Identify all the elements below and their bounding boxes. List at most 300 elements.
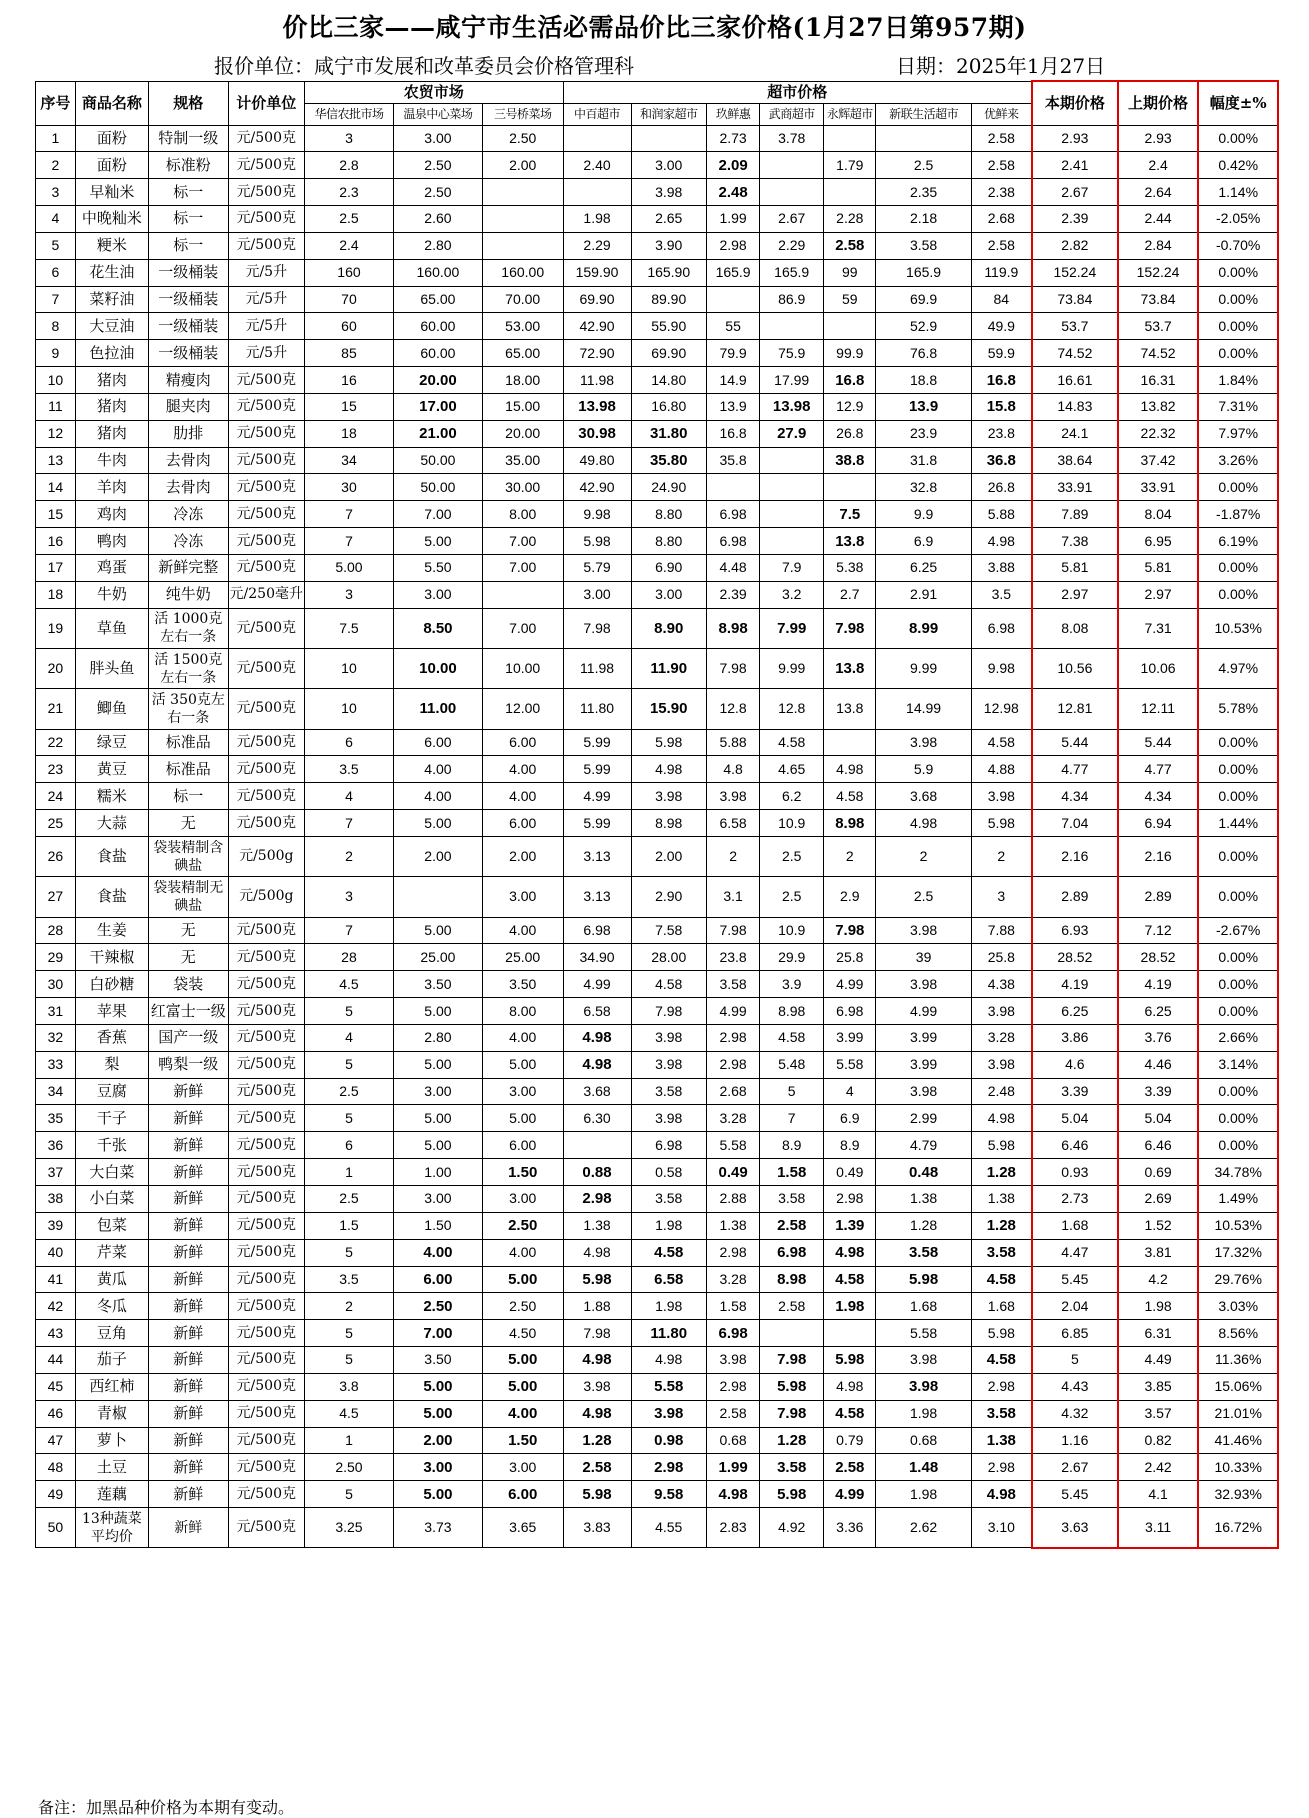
current-price: 2.97 [1032, 581, 1118, 608]
supermarket-price: 2.09 [706, 152, 759, 179]
supermarket-price [876, 125, 971, 152]
supermarket-price: 2.5 [876, 152, 971, 179]
item-spec: 新鲜 [149, 1078, 229, 1105]
market-price: 3.00 [482, 1454, 563, 1481]
market-price: 5.00 [393, 1400, 482, 1427]
table-row [36, 1078, 1279, 1105]
item-name: 羊肉 [75, 474, 148, 501]
current-price: 2.39 [1032, 206, 1118, 233]
supermarket-price [824, 1320, 876, 1347]
supermarket-price: 99 [824, 259, 876, 286]
supermarket-price: 3.00 [631, 581, 706, 608]
supermarket-price: 1.99 [706, 1454, 759, 1481]
row-seq: 40 [36, 1239, 76, 1266]
row-seq: 31 [36, 998, 76, 1025]
table-row [36, 501, 1279, 528]
supermarket-price: 3.98 [631, 1105, 706, 1132]
market-price: 2.50 [482, 1293, 563, 1320]
market-price: 6.00 [482, 1481, 563, 1508]
supermarket-price: 4.98 [563, 1051, 631, 1078]
price-unit: 元/500克 [228, 528, 304, 555]
row-seq: 14 [36, 474, 76, 501]
item-name: 青椒 [75, 1400, 148, 1427]
table-row [36, 783, 1279, 810]
supermarket-price: 13.98 [760, 393, 824, 420]
previous-price: 6.31 [1118, 1320, 1199, 1347]
table-row [36, 528, 1279, 555]
change-percent: 0.00% [1198, 971, 1278, 998]
table-row [36, 1320, 1279, 1347]
supermarket-price: 31.80 [631, 420, 706, 447]
supermarket-price: 3.98 [876, 1373, 971, 1400]
market-price: 35.00 [482, 447, 563, 474]
item-spec: 新鲜 [149, 1212, 229, 1239]
supermarket-price: 3.58 [631, 1185, 706, 1212]
change-percent: 0.00% [1198, 286, 1278, 313]
change-percent: 0.00% [1198, 125, 1278, 152]
supermarket-price: 4.58 [631, 1239, 706, 1266]
change-percent: 4.97% [1198, 648, 1278, 688]
change-percent: 1.44% [1198, 810, 1278, 837]
price-unit: 元/500克 [228, 998, 304, 1025]
supermarket-price: 6.9 [824, 1105, 876, 1132]
table-row [36, 689, 1279, 729]
previous-price: 22.32 [1118, 420, 1199, 447]
supermarket-price: 1.28 [563, 1427, 631, 1454]
table-row [36, 1454, 1279, 1481]
supermarket-price: 32.8 [876, 474, 971, 501]
header-market: 温泉中心菜场 [393, 103, 482, 125]
supermarket-price: 9.9 [876, 501, 971, 528]
item-spec: 冷冻 [149, 528, 229, 555]
row-seq: 18 [36, 581, 76, 608]
supermarket-price: 11.80 [563, 689, 631, 729]
supermarket-price: 9.99 [876, 648, 971, 688]
row-seq: 7 [36, 286, 76, 313]
table-row [36, 810, 1279, 837]
table-row [36, 608, 1279, 648]
supermarket-price: 17.99 [760, 367, 824, 394]
supermarket-price [760, 528, 824, 555]
previous-price: 33.91 [1118, 474, 1199, 501]
supermarket-price: 0.88 [563, 1159, 631, 1186]
change-percent: 0.00% [1198, 1078, 1278, 1105]
market-price: 34 [304, 447, 393, 474]
supermarket-price: 5.98 [563, 528, 631, 555]
supermarket-price: 49.80 [563, 447, 631, 474]
supermarket-price: 7.98 [824, 608, 876, 648]
item-name: 香蕉 [75, 1024, 148, 1051]
item-name: 鸡肉 [75, 501, 148, 528]
price-unit: 元/500克 [228, 447, 304, 474]
market-price: 3 [304, 581, 393, 608]
market-price: 1.50 [482, 1427, 563, 1454]
supermarket-price: 36.8 [971, 447, 1032, 474]
row-seq: 25 [36, 810, 76, 837]
price-unit: 元/500克 [228, 1239, 304, 1266]
row-seq: 34 [36, 1078, 76, 1105]
market-price: 18.00 [482, 367, 563, 394]
previous-price: 3.11 [1118, 1508, 1199, 1548]
row-seq: 41 [36, 1266, 76, 1293]
change-percent: 10.53% [1198, 608, 1278, 648]
item-name: 生姜 [75, 917, 148, 944]
table-row [36, 836, 1279, 876]
previous-price: 2.44 [1118, 206, 1199, 233]
supermarket-price: 4.58 [824, 783, 876, 810]
item-spec: 新鲜 [149, 1481, 229, 1508]
price-unit: 元/500克 [228, 1212, 304, 1239]
supermarket-price: 1.68 [876, 1293, 971, 1320]
supermarket-price: 8.80 [631, 501, 706, 528]
row-seq: 16 [36, 528, 76, 555]
row-seq: 20 [36, 648, 76, 688]
supermarket-price: 4.65 [760, 756, 824, 783]
current-price: 4.77 [1032, 756, 1118, 783]
price-unit: 元/500克 [228, 1508, 304, 1548]
item-name: 猪肉 [75, 393, 148, 420]
supermarket-price: 4.58 [971, 729, 1032, 756]
price-unit: 元/500克 [228, 1105, 304, 1132]
supermarket-price: 4.58 [971, 1266, 1032, 1293]
current-price: 4.47 [1032, 1239, 1118, 1266]
market-price: 4.5 [304, 971, 393, 998]
item-name: 面粉 [75, 152, 148, 179]
item-spec: 新鲜 [149, 1427, 229, 1454]
supermarket-price: 13.8 [824, 528, 876, 555]
supermarket-price: 1.98 [631, 1293, 706, 1320]
supermarket-price: 4.98 [631, 1347, 706, 1374]
change-percent: 32.93% [1198, 1481, 1278, 1508]
table-row [36, 420, 1279, 447]
supermarket-price: 5.98 [824, 1347, 876, 1374]
row-seq: 24 [36, 783, 76, 810]
supermarket-price: 34.90 [563, 944, 631, 971]
supermarket-price: 4.98 [971, 528, 1032, 555]
change-percent: 1.84% [1198, 367, 1278, 394]
price-unit: 元/500克 [228, 1373, 304, 1400]
price-unit: 元/500g [228, 877, 304, 917]
current-price: 152.24 [1032, 259, 1118, 286]
supermarket-price: 16.8 [824, 367, 876, 394]
supermarket-price: 2.91 [876, 581, 971, 608]
supermarket-price: 2.58 [971, 152, 1032, 179]
row-seq: 49 [36, 1481, 76, 1508]
item-name: 干辣椒 [75, 944, 148, 971]
previous-price: 2.16 [1118, 836, 1199, 876]
supermarket-price: 1.88 [563, 1293, 631, 1320]
current-price: 6.93 [1032, 917, 1118, 944]
market-price: 3 [304, 125, 393, 152]
current-price: 4.34 [1032, 783, 1118, 810]
market-price: 25.00 [393, 944, 482, 971]
supermarket-price: 2.65 [631, 206, 706, 233]
supermarket-price: 4.99 [824, 1481, 876, 1508]
table-row [36, 581, 1279, 608]
supermarket-price: 3.58 [971, 1400, 1032, 1427]
supermarket-price: 6.58 [563, 998, 631, 1025]
supermarket-price: 35.8 [706, 447, 759, 474]
previous-price: 12.11 [1118, 689, 1199, 729]
market-price: 10.00 [393, 648, 482, 688]
supermarket-price: 3.9 [760, 971, 824, 998]
supermarket-price: 11.80 [631, 1320, 706, 1347]
table-row [36, 152, 1279, 179]
current-price: 7.89 [1032, 501, 1118, 528]
market-price: 4.00 [482, 783, 563, 810]
row-seq: 43 [36, 1320, 76, 1347]
item-spec: 新鲜 [149, 1105, 229, 1132]
current-price: 16.61 [1032, 367, 1118, 394]
supermarket-price: 24.90 [631, 474, 706, 501]
item-spec: 鸭梨一级 [149, 1051, 229, 1078]
market-price: 15 [304, 393, 393, 420]
change-percent: 7.97% [1198, 420, 1278, 447]
item-spec: 去骨肉 [149, 474, 229, 501]
supermarket-price: 4.98 [563, 1239, 631, 1266]
supermarket-price: 69.90 [631, 340, 706, 367]
supermarket-price: 0.58 [631, 1159, 706, 1186]
previous-price: 4.77 [1118, 756, 1199, 783]
header-seq: 序号 [36, 81, 76, 125]
market-price: 7 [304, 917, 393, 944]
supermarket-price: 4.88 [971, 756, 1032, 783]
market-price: 3.00 [393, 581, 482, 608]
supermarket-price: 23.9 [876, 420, 971, 447]
item-name: 菜籽油 [75, 286, 148, 313]
change-percent: 21.01% [1198, 1400, 1278, 1427]
change-percent: 0.00% [1198, 313, 1278, 340]
previous-price: 74.52 [1118, 340, 1199, 367]
supermarket-price: 75.9 [760, 340, 824, 367]
market-price: 70.00 [482, 286, 563, 313]
current-price: 6.46 [1032, 1132, 1118, 1159]
supermarket-price: 3.99 [824, 1024, 876, 1051]
supermarket-price: 79.9 [706, 340, 759, 367]
current-price: 2.67 [1032, 179, 1118, 206]
supermarket-price: 8.9 [824, 1132, 876, 1159]
previous-price: 6.25 [1118, 998, 1199, 1025]
supermarket-price: 28.00 [631, 944, 706, 971]
market-price: 5 [304, 1347, 393, 1374]
subtitle-line [0, 48, 1309, 78]
market-price: 7.00 [482, 528, 563, 555]
supermarket-price: 3.2 [760, 581, 824, 608]
item-spec: 新鲜 [149, 1266, 229, 1293]
market-price: 6.00 [393, 1266, 482, 1293]
supermarket-price: 1.98 [824, 1293, 876, 1320]
previous-price: 6.46 [1118, 1132, 1199, 1159]
item-spec: 新鲜 [149, 1293, 229, 1320]
supermarket-price: 3.58 [631, 1078, 706, 1105]
change-percent: 10.33% [1198, 1454, 1278, 1481]
supermarket-price: 119.9 [971, 259, 1032, 286]
price-unit: 元/500克 [228, 1427, 304, 1454]
price-unit: 元/500克 [228, 1454, 304, 1481]
supermarket-price: 7.88 [971, 917, 1032, 944]
market-price: 7.00 [393, 1320, 482, 1347]
supermarket-price: 72.90 [563, 340, 631, 367]
item-name: 黄瓜 [75, 1266, 148, 1293]
market-price [482, 179, 563, 206]
supermarket-price: 6.98 [824, 998, 876, 1025]
supermarket-price: 4.58 [824, 1400, 876, 1427]
supermarket-price: 0.68 [876, 1427, 971, 1454]
supermarket-price: 55.90 [631, 313, 706, 340]
change-percent: 0.00% [1198, 783, 1278, 810]
supermarket-price: 3.98 [706, 1347, 759, 1374]
supermarket-price: 4.48 [706, 555, 759, 582]
supermarket-price: 2.98 [706, 1239, 759, 1266]
price-unit: 元/500克 [228, 608, 304, 648]
current-price: 5.81 [1032, 555, 1118, 582]
market-price: 2.50 [393, 179, 482, 206]
supermarket-price: 14.80 [631, 367, 706, 394]
table-row [36, 1024, 1279, 1051]
change-percent: 3.14% [1198, 1051, 1278, 1078]
supermarket-price: 2.39 [706, 581, 759, 608]
supermarket-price: 5.98 [563, 1266, 631, 1293]
row-seq: 48 [36, 1454, 76, 1481]
change-percent: 0.00% [1198, 756, 1278, 783]
item-name: 草鱼 [75, 608, 148, 648]
supermarket-price: 11.98 [563, 648, 631, 688]
item-name: 干子 [75, 1105, 148, 1132]
current-price: 3.63 [1032, 1508, 1118, 1548]
market-price: 16 [304, 367, 393, 394]
item-spec: 一级桶装 [149, 286, 229, 313]
supermarket-price: 3 [971, 877, 1032, 917]
price-unit: 元/500克 [228, 232, 304, 259]
item-name: 西红柿 [75, 1373, 148, 1400]
supermarket-price: 3.98 [631, 783, 706, 810]
row-seq: 47 [36, 1427, 76, 1454]
row-seq: 27 [36, 877, 76, 917]
supermarket-price: 4 [824, 1078, 876, 1105]
item-name: 莲藕 [75, 1481, 148, 1508]
item-spec: 袋装 [149, 971, 229, 998]
market-price: 5 [304, 1320, 393, 1347]
item-spec: 标一 [149, 232, 229, 259]
market-price: 1 [304, 1159, 393, 1186]
supermarket-price: 5.58 [824, 1051, 876, 1078]
previous-price: 37.42 [1118, 447, 1199, 474]
supermarket-price: 165.9 [876, 259, 971, 286]
table-row [36, 1185, 1279, 1212]
price-unit: 元/500克 [228, 152, 304, 179]
supermarket-price: 3.98 [971, 998, 1032, 1025]
supermarket-price: 8.98 [631, 810, 706, 837]
supermarket-price: 27.9 [760, 420, 824, 447]
current-price: 0.93 [1032, 1159, 1118, 1186]
market-price: 3.00 [393, 1454, 482, 1481]
supermarket-price: 4.98 [971, 1481, 1032, 1508]
current-price: 33.91 [1032, 474, 1118, 501]
table-row [36, 1427, 1279, 1454]
item-spec: 新鲜完整 [149, 555, 229, 582]
market-price: 7.5 [304, 608, 393, 648]
supermarket-price: 2.5 [876, 877, 971, 917]
market-price: 53.00 [482, 313, 563, 340]
header-super-group: 超市价格 [563, 81, 1032, 103]
supermarket-price: 11.90 [631, 648, 706, 688]
market-price: 10.00 [482, 648, 563, 688]
change-percent: 41.46% [1198, 1427, 1278, 1454]
price-unit: 元/500克 [228, 783, 304, 810]
price-unit: 元/500克 [228, 1481, 304, 1508]
table-row [36, 1239, 1279, 1266]
supermarket-price: 23.8 [706, 944, 759, 971]
item-spec: 一级桶装 [149, 340, 229, 367]
change-percent: -2.67% [1198, 917, 1278, 944]
header-previous: 上期价格 [1118, 81, 1199, 125]
supermarket-price: 16.8 [971, 367, 1032, 394]
current-price: 2.93 [1032, 125, 1118, 152]
market-price: 2.5 [304, 1185, 393, 1212]
table-row [36, 179, 1279, 206]
market-price: 3.5 [304, 756, 393, 783]
item-spec: 新鲜 [149, 1400, 229, 1427]
supermarket-price: 4.58 [760, 1024, 824, 1051]
supermarket-price: 4.58 [971, 1347, 1032, 1374]
supermarket-price: 3.5 [971, 581, 1032, 608]
table-row [36, 1508, 1279, 1548]
item-name: 黄豆 [75, 756, 148, 783]
current-price: 14.83 [1032, 393, 1118, 420]
item-name: 小白菜 [75, 1185, 148, 1212]
supermarket-price: 3.98 [706, 783, 759, 810]
header-supermarket: 和润家超市 [631, 103, 706, 125]
previous-price: 7.31 [1118, 608, 1199, 648]
header-market-group: 农贸市场 [304, 81, 563, 103]
market-price: 10 [304, 689, 393, 729]
change-percent: 0.00% [1198, 729, 1278, 756]
supermarket-price: 7.5 [824, 501, 876, 528]
row-seq: 30 [36, 971, 76, 998]
table-row [36, 474, 1279, 501]
supermarket-price: 1.28 [876, 1212, 971, 1239]
price-unit: 元/5升 [228, 313, 304, 340]
market-price: 4.00 [393, 756, 482, 783]
market-price: 3.73 [393, 1508, 482, 1548]
supermarket-price: 10.9 [760, 810, 824, 837]
price-unit: 元/500g [228, 836, 304, 876]
current-price: 4.6 [1032, 1051, 1118, 1078]
market-price: 4.50 [482, 1320, 563, 1347]
supermarket-price: 4.92 [760, 1508, 824, 1548]
supermarket-price: 5.58 [631, 1373, 706, 1400]
supermarket-price: 0.98 [631, 1427, 706, 1454]
supermarket-price: 0.79 [824, 1427, 876, 1454]
supermarket-price: 5.99 [563, 810, 631, 837]
price-unit: 元/500克 [228, 1051, 304, 1078]
row-seq: 4 [36, 206, 76, 233]
market-price: 3.50 [393, 971, 482, 998]
supermarket-price: 2.18 [876, 206, 971, 233]
supermarket-price: 3.88 [971, 555, 1032, 582]
supermarket-price: 7.98 [706, 648, 759, 688]
price-unit: 元/500克 [228, 648, 304, 688]
supermarket-price: 99.9 [824, 340, 876, 367]
supermarket-price: 1.39 [824, 1212, 876, 1239]
item-name: 大蒜 [75, 810, 148, 837]
previous-price: 0.82 [1118, 1427, 1199, 1454]
footnote: 备注：加黑品种价格为本期有变动。 [38, 1798, 295, 1817]
market-price: 6.00 [482, 1132, 563, 1159]
previous-price: 152.24 [1118, 259, 1199, 286]
supermarket-price: 0.49 [706, 1159, 759, 1186]
market-price: 11.00 [393, 689, 482, 729]
